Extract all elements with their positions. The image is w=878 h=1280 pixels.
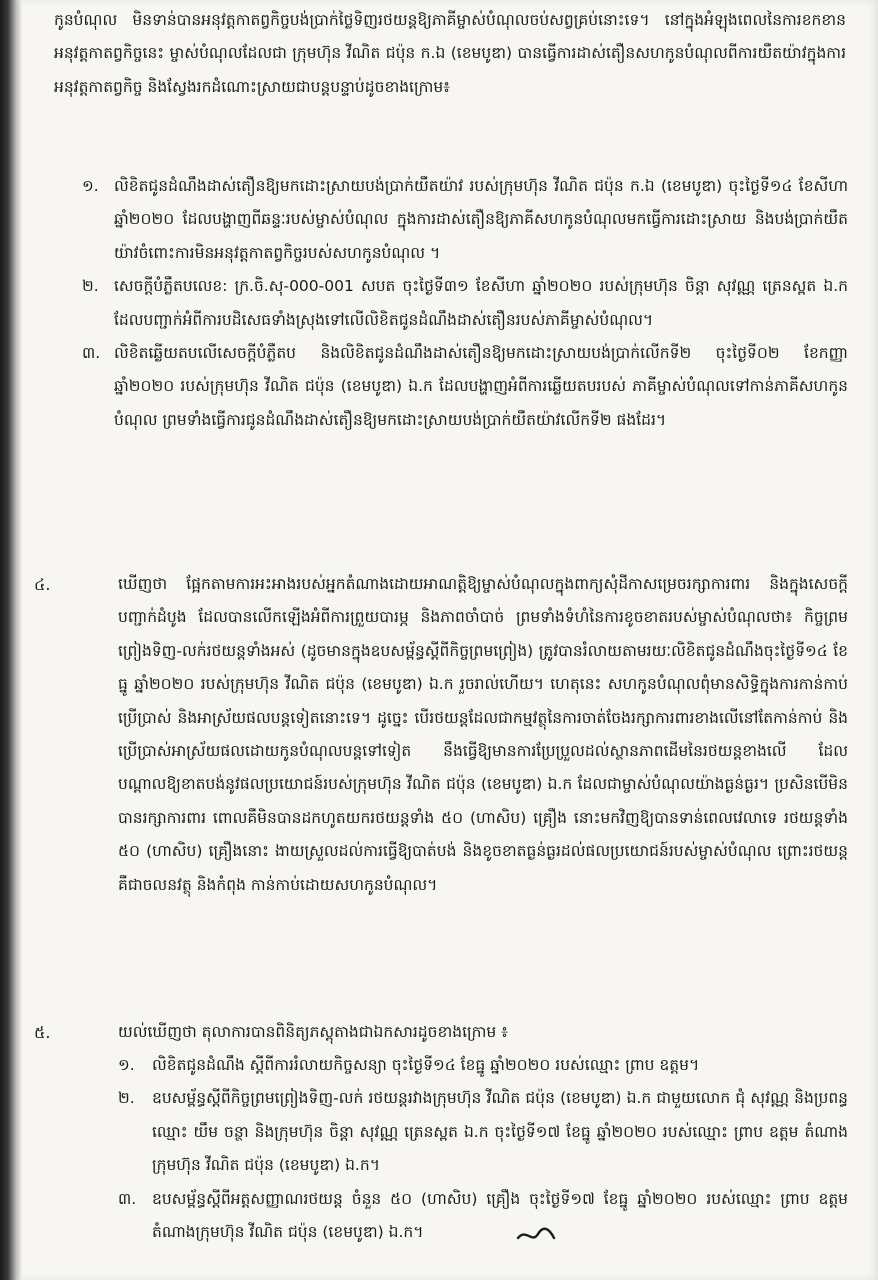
list-item (118, 1183, 848, 1250)
list-item (82, 270, 848, 337)
list-item (118, 1049, 848, 1082)
intro-list (82, 170, 848, 437)
section-5-heading: យល់ឃើញថា តុលាការបានពិនិត្យភស្តុតាងជាឯកសារដូចខាងក្រោម ៖ (118, 1023, 508, 1041)
evidence-list (118, 1049, 848, 1249)
list-item-number: ១. (118, 1056, 135, 1074)
list-item (82, 170, 848, 270)
list-item-text: ឧបសម្ព័ន្ធស្តីពីអត្តសញ្ញាណរថយន្ត ចំនួន ៥០ (ហាសិប) គ្រឿង ចុះថ្ងៃទី១៧ ខែធ្នូ ឆ្នាំ២០២០ របស់ឈ្មោះ ព្រាប ឧត្តម តំណាងក្រុមហ៊ុន វីណិត ជប៉ុន (ខេមបូឌា) ឯ.ក។ (152, 1189, 848, 1242)
list-item-number: ៣. (82, 344, 101, 363)
list-item-text: លិខិតជូនដំណឹងដាស់តឿនឱ្យមកដោះស្រាយបង់ប្រាក់យឺតយ៉ាវ របស់ក្រុមហ៊ុន វីណិត ជប៉ុន ក.ឯ (ខេមបូឌា) ចុះថ្ងៃទី១៤ ខែសីហា ឆ្នាំ២០២០ ដែលបង្ហាញពីឆន្ទៈរបស់ម្ចាស់បំណុល ក្នុងការដាស់តឿនឱ្យភាគីសហកូនបំណុលមកធ្វើការដោះស្រាយ និងបង់ប្រាក់យឺតយ៉ាវចំពោះការមិនអនុវត្តកាតព្វកិច្ចរបស់សហកូនបំណុល ។ (114, 177, 848, 262)
list-item-text: សេចក្តីបំភ្លឺតបលេខ: ក្រ.ចិ.សុ-000-001 សបត ចុះថ្ងៃទី៣១ ខែសីហា ឆ្នាំ២០២០ របស់ក្រុមហ៊ុន ចិន្តា សុវណ្ណ ត្រេនស្ពត ឯ.ក ដែលបញ្ជាក់អំពីការបដិសេធទាំងស្រុងទៅលើលិខិតជូនដំណឹងដាស់តឿនរបស់ភាគីម្ចាស់បំណុល។ (114, 277, 848, 329)
list-item-text: លិខិតឆ្លើយតបលើសេចក្តីបំភ្លឺតប និងលិខិតជូនដំណឹងដាស់តឿនឱ្យមកដោះស្រាយបង់ប្រាក់លើកទី២ ចុះថ្ងៃទី០២ ខែកញ្ញា ឆ្នាំ២០២០ របស់ក្រុមហ៊ុន វីណិត ជប៉ុន (ខេមបូឌា) ឯ.ក ដែលបង្ហាញអំពីការឆ្លើយតបរបស់ ភាគីម្ចាស់បំណុលទៅកាន់ភាគីសហកូនបំណុល ព្រមទាំងធ្វើការជូនដំណឹងដាស់តឿនឱ្យមកដោះស្រាយបង់ប្រាក់យឺតយ៉ាវលើកទី២ ផងដែរ។ (114, 344, 848, 429)
list-item (82, 337, 848, 437)
list-item-number: ២. (118, 1089, 135, 1108)
list-item-number: ២. (82, 277, 99, 296)
section-4-paragraph: ឃើញថា ផ្អែកតាមការអះអាងរបស់អ្នកតំណាងដោយអាណត្តិឱ្យម្ចាស់បំណុលក្នុងពាក្យសុំដីកាសម្រេចរក្សាការពារ និងក្នុងសេចក្តីបញ្ជាក់ដំបូង ដែលបានលើកឡើងអំពីការព្រួយបារម្ភ និងភាពចាំបាច់ ព្រមទាំងទំហំនៃការខូចខាតរបស់ម្ចាស់បំណុលថា៖ កិច្ចព្រមព្រៀងទិញ-លក់រថយន្តទាំងអស់ (ដូចមានក្នុងឧបសម្ព័ន្ធស្តីពីកិច្ចព្រមព្រៀង) ត្រូវបានរំលាយតាមរយៈលិខិតជូនដំណឹងចុះថ្ងៃទី១៤ ខែធ្នូ ឆ្នាំ២០២០ របស់ក្រុមហ៊ុន វីណិត ជប៉ុន (ខេមបូឌា) ឯ.ក រួចរាល់ហើយ។ ហេតុនេះ សហកូនបំណុលពុំមានសិទ្ធិក្នុងការកាន់កាប់ប្រើប្រាស់ និងអាស្រ័យផលបន្តទៀតនោះទេ។ ដូច្នេះ បើរថយន្តដែលជាកម្មវត្ថុនៃការចាត់ចែងរក្សាការពារខាងលើនៅតែកាន់កាប់ និងប្រើប្រាស់អាស្រ័យផលដោយកូនបំណុលបន្តទៅទៀត នឹងធ្វើឱ្យមានការប្រែប្រួលដល់ស្ថានភាពដើមនៃរថយន្តខាងលើ ដែលបណ្តាលឱ្យខាតបង់នូវផលប្រយោជន៍របស់ក្រុមហ៊ុន វីណិត ជប៉ុន (ខេមបូឌា) ឯ.ក ដែលជាម្ចាស់បំណុលយ៉ាងធ្ងន់ធ្ងរ។ ប្រសិនបើមិនបានរក្សាការពារ ពោលគឺមិនបានដកហូតយករថយន្តទាំង ៥០ (ហាសិប) គ្រឿង នោះមកវិញឱ្យបានទាន់ពេលវេលាទេ រថយន្តទាំង ៥០ (ហាសិប) គ្រឿងនោះ ងាយស្រួលដល់ការធ្វើឱ្យបាត់បង់ និងខូចខាតធ្ងន់ធ្ងរដល់ផលប្រយោជន៍របស់ម្ចាស់បំណុល ព្រោះរថយន្តគឺជាចលនវត្ថុ និងកំពុង កាន់កាប់ដោយសហកូនបំណុល។ (118, 575, 848, 894)
list-item (118, 1082, 848, 1182)
initial-mark-icon (516, 1224, 556, 1246)
list-item-text: លិខិតជូនដំណឹង ស្តីពីការរំលាយកិច្ចសន្យា ចុះថ្ងៃទី១៤ ខែធ្នូ ឆ្នាំ២០២០ របស់ឈ្មោះ ព្រាប ឧត្តម។ (152, 1056, 700, 1074)
list-item-number: ១. (82, 177, 99, 195)
page-binding-edge (0, 0, 22, 1280)
section-4-number: ៤. (34, 575, 51, 594)
intro-paragraph: កូនបំណុល មិនទាន់បានអនុវត្តកាតព្វកិច្ចបង់ប្រាក់ថ្លៃទិញរថយន្តឱ្យភាគីម្ចាស់បំណុលចប់សព្វគ្រប់នោះទេ។ នៅក្នុងអំឡុងពេលនៃការខកខានអនុវត្តកាតព្វកិច្ចនេះ ម្ចាស់បំណុលដែលជា ក្រុមហ៊ុន វីណិត ជប៉ុន ក.ឯ (ខេមបូឌា) បានធ្វើការដាស់តឿនសហកូនបំណុលពីការយឺតយ៉ាវក្នុងការអនុវត្តកាតព្វកិច្ច និងស្វែងរកដំណោះស្រាយជាបន្តបន្ទាប់ដូចខាងក្រោម៖ (54, 11, 846, 96)
list-item-number: ៣. (118, 1189, 137, 1208)
list-item-text: ឧបសម្ព័ន្ធស្តីពីកិច្ចព្រមព្រៀងទិញ-លក់ រថយន្តរវាងក្រុមហ៊ុន វីណិត ជប៉ុន (ខេមបូឌា) ឯ.ក ជាមួយលោក ជុំ សុវណ្ណ និងប្រពន្ធឈ្មោះ យឹម ចន្ថា និងក្រុមហ៊ុន ចិន្តា សុវណ្ណ ត្រេនស្ពត ឯ.ក ចុះថ្ងៃទី១៧ ខែធ្នូ ឆ្នាំ២០២០ របស់ឈ្មោះ ព្រាប ឧត្តម តំណាងក្រុមហ៊ុន វីណិត ជប៉ុន (ខេមបូឌា) ឯ.ក។ (152, 1089, 848, 1175)
section-5-number: ៥. (34, 1023, 51, 1042)
